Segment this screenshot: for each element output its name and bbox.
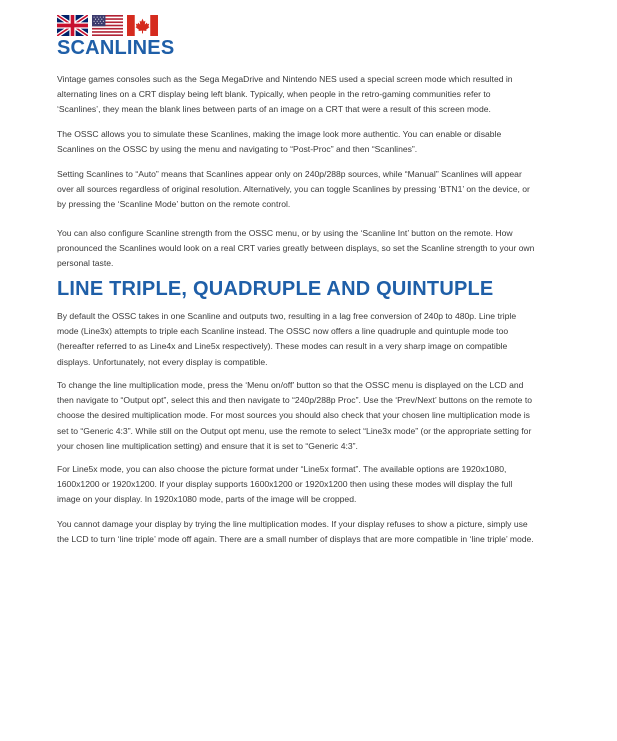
- scanlines-heading: SCANLINES: [57, 37, 175, 59]
- scanlines-paragraph-2: The OSSC allows you to simulate these Scanlines, making the image look more authentic. You can enable or disable Scanlines on the OSSC by using the menu and navigating to “Post-Proc” and then “Scanlines”.: [57, 129, 502, 155]
- line-triple-paragraph-3: For Line5x mode, you can also choose the picture format under “Line5x format”. The available options are 1920x1080, 1600x1200 or 1920x1200. If your display supports 1600x1200 or 1920x1200 then using these modes will display the full image on your display. In 1920x1080 mode, parts of the image will be cropped.: [57, 464, 513, 505]
- canada-flag-icon[interactable]: [127, 15, 158, 36]
- language-flags: [57, 15, 158, 36]
- line-triple-heading: LINE TRIPLE, QUADRUPLE AND QUINTUPLE: [57, 278, 494, 300]
- us-flag-icon[interactable]: [92, 15, 123, 36]
- uk-flag-icon[interactable]: [57, 15, 88, 36]
- line-triple-paragraph-2: To change the line multiplication mode, press the ‘Menu on/off’ button so that the OSSC menu is displayed on the LCD and then navigate to “Output opt”, select this and then navigate to “240p/288p Proc”. Use the ‘Prev/Next’ buttons on the remote to choose the desired multiplication mode. For most sources you should also check that your chosen line multiplication mode is set to “Generic 4:3”. While still on the Output opt menu, use the remote to select “Line3x mode” (or the appropriate setting for your chosen line multiplication setting) and ensure that it is set to “Generic 4:3”.: [57, 380, 533, 451]
- line-triple-paragraph-1: By default the OSSC takes in one Scanline and outputs two, resulting in a lag free conversion of 240p to 480p. Line triple mode (Line3x) attempts to triple each Scanline instead. The OSSC now offers a line quadruple and quintuple mode too (hereafter referred to as Line4x and Line5x respectively). These modes can result in a very sharp image on compatible displays. Unfortunately, not every display is compatible.: [57, 311, 517, 367]
- scanlines-paragraph-4: You can also configure Scanline strength from the OSSC menu, or by using the ‘Scanline Int’ button on the remote. How pronounced the Scanlines would look on a real CRT varies greatly between displays, so set the Scanline strength to your own personal taste.: [57, 228, 535, 269]
- line-triple-paragraph-4: You cannot damage your display by trying the line multiplication modes. If your display refuses to show a picture, simply use the LCD to turn ‘line triple’ mode off again. There are a small number of displays that are more compatible in ‘line triple’ mode.: [57, 519, 534, 545]
- scanlines-paragraph-3: Setting Scanlines to “Auto” means that Scanlines appear only on 240p/288p sources, while “Manual” Scanlines will appear over all sources regardless of original resolution. Alternatively, you can toggle Scanlines by pressing ‘BTN1’ on the device, or by pressing the ‘Scanline Mode’ button on the remote control.: [57, 169, 530, 210]
- scanlines-paragraph-1: Vintage games consoles such as the Sega MegaDrive and Nintendo NES used a special screen mode which resulted in alternating lines on a CRT display being left blank. Typically, when people in the retro-gaming communities refer to ‘Scanlines’, they mean the blank lines between parts of an image on a CRT that were a result of this screen mode.: [57, 74, 513, 115]
